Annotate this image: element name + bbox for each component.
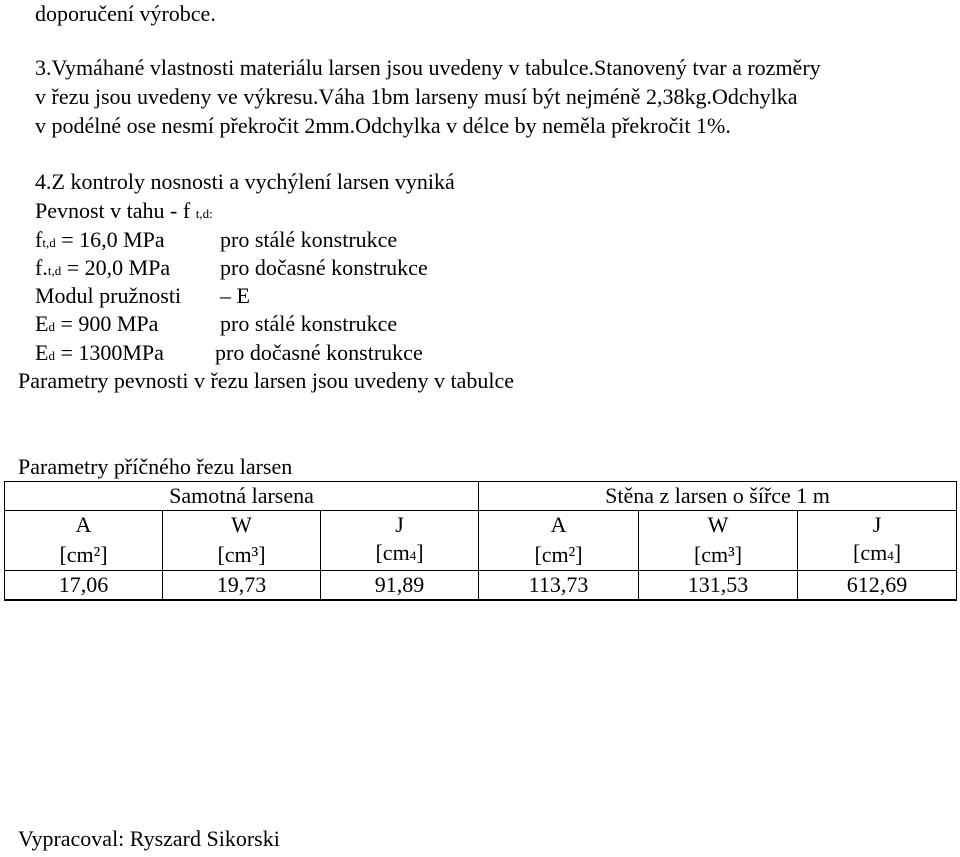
intro-line: doporučení výrobce.: [35, 1, 216, 26]
unit-text: [cm²]: [534, 541, 583, 567]
symbol-subscript: d: [48, 319, 55, 334]
value-cell: 612,69: [798, 571, 957, 601]
symbol-subscript: t,d: [47, 263, 62, 278]
table-caption: Parametry příčného řezu larsen: [18, 454, 293, 479]
modulus-label: Modul pružnosti: [35, 283, 182, 308]
description: pro stálé konstrukce: [220, 227, 398, 252]
modulus-row-permanent: [35, 311, 397, 340]
tensile-strength-subscript: t,d:: [195, 206, 213, 221]
symbol-cell: W: [163, 511, 321, 540]
value-cell: 91,89: [321, 571, 479, 601]
description: pro stálé konstrukce: [220, 311, 398, 336]
unit-row: [5, 539, 957, 571]
value-cell: 131,53: [639, 571, 798, 601]
tensile-strength-label: [35, 198, 213, 227]
symbol-row: [5, 511, 957, 540]
value-cell: 113,73: [479, 571, 639, 601]
strength-row-temporary: [35, 255, 428, 284]
paragraph-3-line-1: 3.Vymáhané vlastnosti materiálu larsen jsou uvedeny v tabulce.Stanovený tvar a rozměry: [35, 55, 821, 80]
paragraph-3-line-2: v řezu jsou uvedeny ve výkresu.Váha 1bm larseny musí být nejméně 2,38kg.Odchylka: [35, 84, 798, 109]
unit-text: [cm²]: [59, 541, 108, 567]
symbol-cell: J: [798, 511, 957, 540]
unit-cell: [479, 539, 639, 571]
unit-cell: [163, 539, 321, 571]
unit-text: [cm: [375, 540, 410, 565]
symbol-cell: A: [479, 511, 639, 540]
paragraph-4-heading: 4.Z kontroly nosnosti a vychýlení larsen vyniká: [35, 169, 455, 194]
paragraph-3-line-3: v podélné ose nesmí překročit 2mm.Odchylka v délce by neměla překročit 1%.: [35, 113, 731, 138]
description: pro dočasné konstrukce: [215, 340, 423, 365]
value: = 900 MPa: [60, 311, 159, 336]
modulus-line: [35, 283, 250, 309]
strength-row-permanent: [35, 227, 397, 256]
symbol: f: [35, 227, 43, 252]
unit-cell: [5, 539, 163, 571]
unit-text: [cm³]: [217, 541, 266, 567]
value: = 1300MPa: [60, 340, 164, 365]
closing-sentence: Parametry pevnosti v řezu larsen jsou uvedeny v tabulce: [18, 368, 515, 393]
description: pro dočasné konstrukce: [220, 255, 428, 280]
group-header: Stěna z larsen o šířce 1 m: [479, 482, 957, 511]
group-header: Samotná larsena: [5, 482, 479, 511]
value: = 16,0 MPa: [61, 227, 165, 252]
cross-section-table: [4, 481, 957, 601]
symbol: E: [35, 311, 49, 336]
modulus-symbol: – E: [220, 283, 250, 308]
unit-close: ]: [893, 540, 902, 565]
modulus-row-temporary: [35, 340, 423, 369]
symbol-cell: W: [639, 511, 798, 540]
unit-cell: [639, 539, 798, 571]
unit-subscript: 4: [887, 548, 894, 563]
unit-text: [cm³]: [693, 541, 743, 567]
symbol-subscript: d: [48, 348, 55, 363]
symbol: E: [35, 340, 49, 365]
symbol-cell: A: [5, 511, 163, 540]
symbol-cell: J: [321, 511, 479, 540]
value-cell: 17,06: [5, 571, 163, 601]
symbol-subscript: t,d: [42, 235, 56, 250]
unit-close: ]: [416, 540, 424, 565]
group-header-row: [5, 482, 957, 511]
author-line: Vypracoval: Ryszard Sikorski: [18, 826, 280, 851]
unit-cell: [321, 539, 479, 571]
unit-text: [cm: [853, 540, 888, 565]
unit-cell: [798, 539, 957, 571]
symbol: f.: [35, 255, 48, 280]
value-cell: 19,73: [163, 571, 321, 601]
tensile-strength-text: Pevnost v tahu - f: [35, 198, 191, 223]
value: = 20,0 MPa: [66, 255, 171, 280]
value-row: [5, 571, 957, 601]
unit-subscript: 4: [409, 548, 417, 563]
